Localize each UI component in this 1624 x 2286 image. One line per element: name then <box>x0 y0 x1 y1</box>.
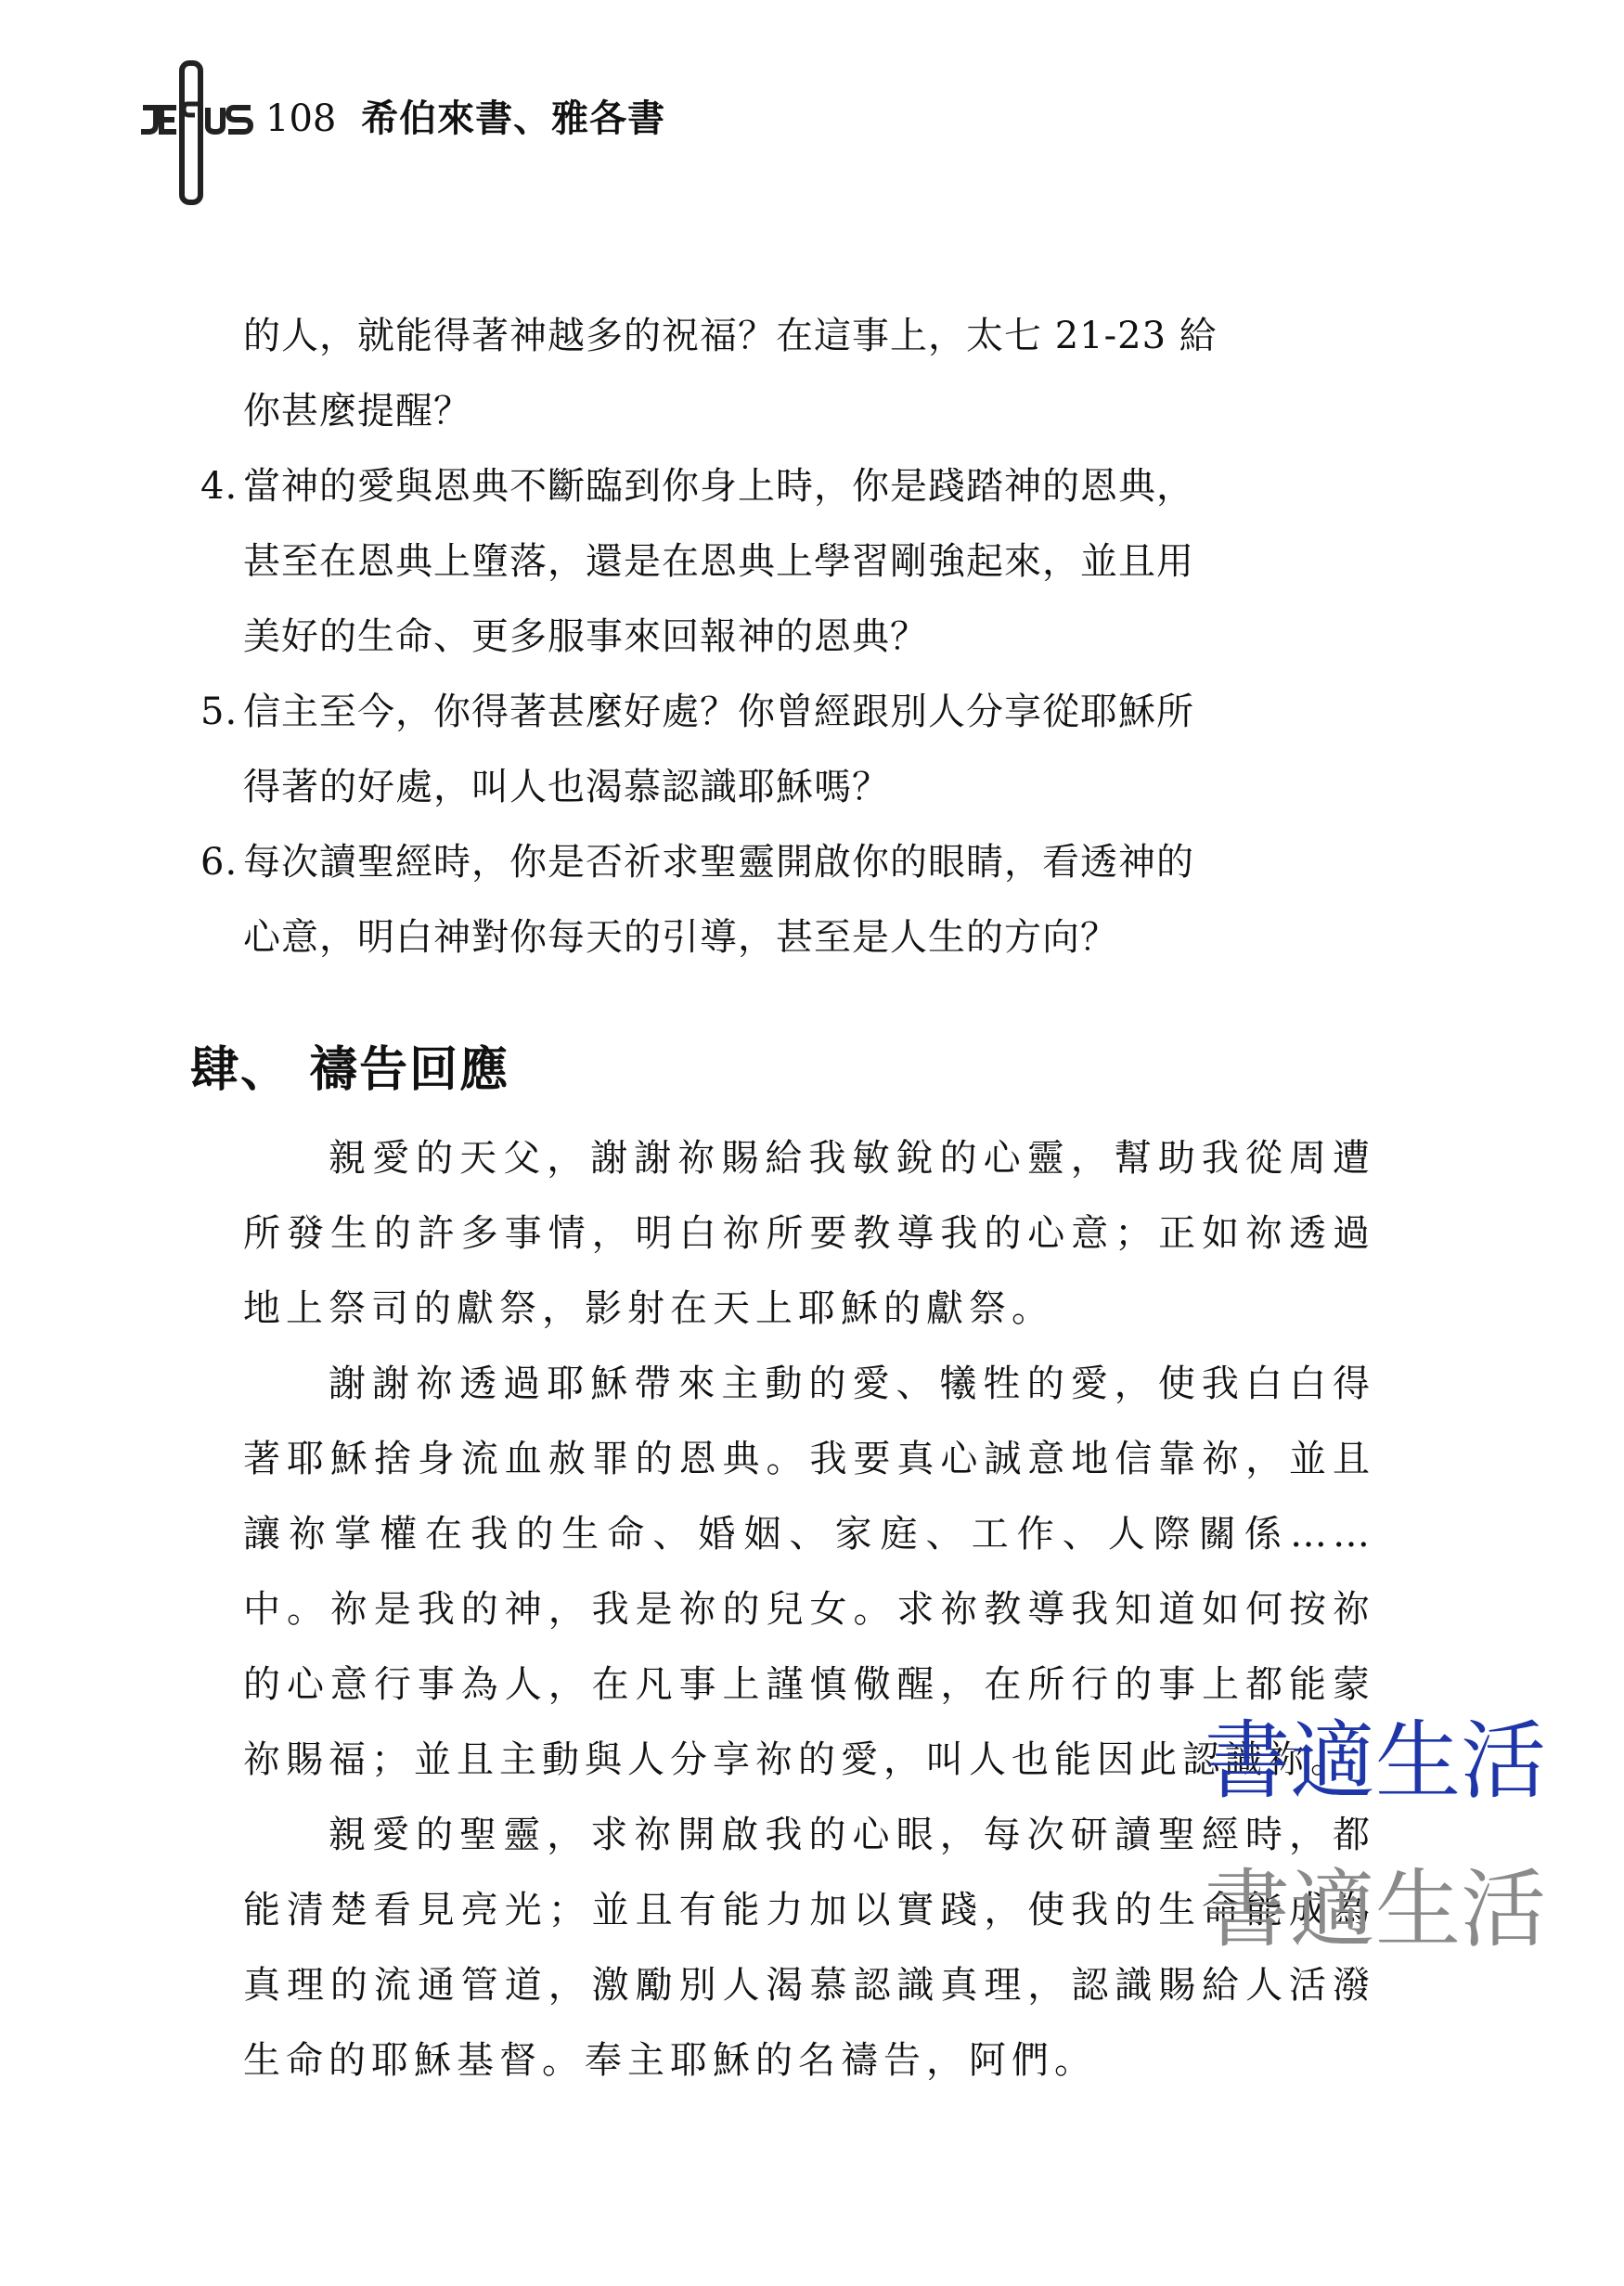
question-number: 6. <box>200 841 238 884</box>
question-line: 心意，明白神對你每天的引導，甚至是人生的方向？ <box>243 916 1118 959</box>
book-title: 希伯來書、雅各書 <box>361 97 666 140</box>
question-number: 5. <box>200 691 238 733</box>
page-number: 108 <box>265 97 337 140</box>
section-heading-area <box>190 1038 509 1103</box>
question-item-6 <box>200 825 1375 975</box>
question-number: 4. <box>200 465 238 508</box>
jesus-cross-logo <box>137 58 256 206</box>
questions-block <box>200 299 1375 975</box>
prayer-paragraph: 謝謝祢透過耶穌帶來主動的愛、犧牲的愛，使我白白得著耶穌捨身流血赦罪的恩典。我要真心誠意地信靠祢，並且讓祢掌權在我的生命、婚姻、家庭、工作、人際關係……中。祢是我的神，我是祢的兒女。求祢教導我知道如何按祢的心意行事為人，在凡事上謹慎儆醒，在所行的事上都能蒙祢賜福；並且主動與人分享祢的愛，叫人也能因此認識祢。 <box>243 1363 1375 1781</box>
question-line: 甚至在恩典上墮落，還是在恩典上學習剛強起來，並且用 <box>243 540 1194 583</box>
watermark-primary: 書適生活 <box>1205 1711 1547 1811</box>
prayer-paragraph: 親愛的天父，謝謝祢賜給我敏銳的心靈，幫助我從周遭所發生的許多事情，明白祢所要教導我的心意；正如祢透過地上祭司的獻祭，影射在天上耶穌的獻祭。 <box>243 1137 1375 1330</box>
question-line: 信主至今，你得著甚麼好處？你曾經跟別人分享從耶穌所 <box>243 691 1194 733</box>
prayer-paragraph: 親愛的聖靈，求祢開啟我的心眼，每次研讀聖經時，都能清楚看見亮光；並且有能力加以實踐，使我的生命能成為真理的流通管道，激勵別人渴慕認識真理，認識賜給人活潑生命的耶穌基督。奉主耶穌的名禱告，阿們。 <box>243 1814 1375 2082</box>
question-line: 美好的生命、更多服事來回報神的恩典？ <box>243 615 928 658</box>
continued-question-line: 的人，就能得著神越多的祝福？在這事上，太七 21-23 給 <box>243 315 1218 357</box>
section-heading: 肆、 禱告回應 <box>190 1041 510 1098</box>
question-line: 每次讀聖經時，你是否祈求聖靈開啟你的眼睛，看透神的 <box>243 841 1194 884</box>
question-line: 當神的愛與恩典不斷臨到你身上時，你是踐踏神的恩典， <box>243 465 1194 508</box>
question-item-4 <box>200 449 1375 675</box>
watermark-secondary: 書適生活 <box>1205 1860 1547 1959</box>
running-head <box>265 95 665 143</box>
question-item-5 <box>200 675 1375 825</box>
continued-question-line: 你甚麼提醒？ <box>243 390 471 433</box>
question-line: 得著的好處，叫人也渴慕認識耶穌嗎？ <box>243 766 890 808</box>
